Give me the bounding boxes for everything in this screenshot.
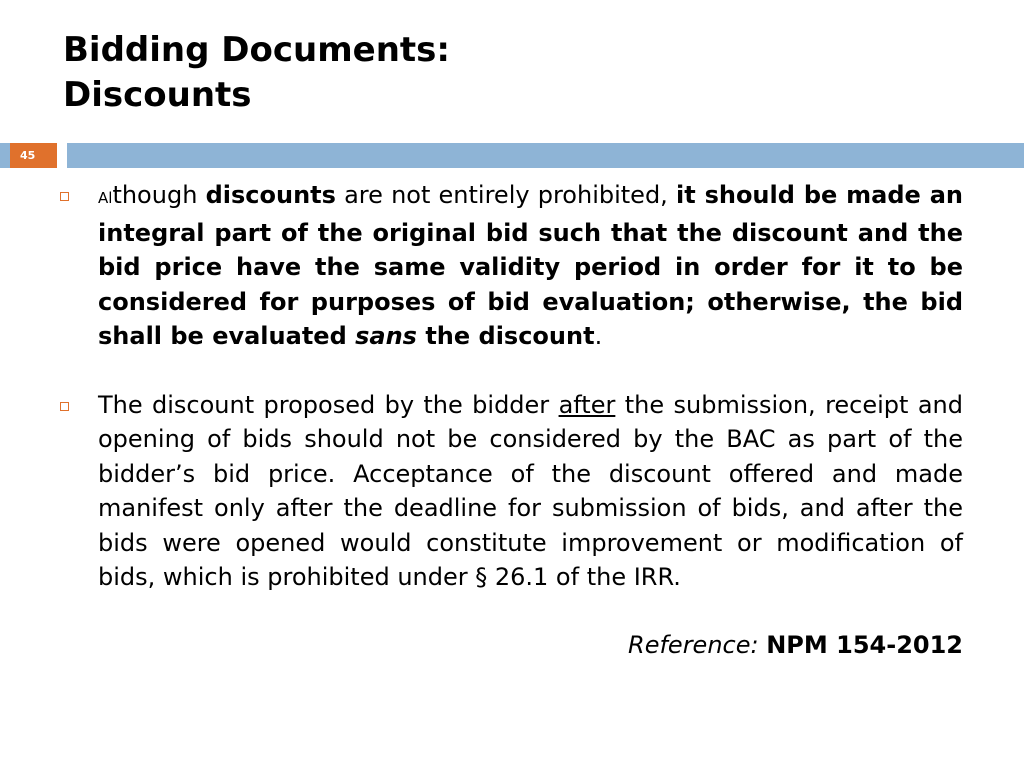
slide-title: [63, 28, 450, 118]
slide-body: [60, 178, 963, 662]
hollow-square-bullet-icon: [60, 192, 69, 201]
title-line-2: Discounts: [63, 75, 252, 115]
bullet-text-bold: discounts: [205, 181, 336, 209]
bullet-text-underlined: after: [558, 390, 616, 419]
bullet-text: .: [594, 322, 603, 350]
bullet-text-bold-italic: sans: [355, 322, 417, 350]
bullet-text: The discount proposed by the bidder: [98, 390, 559, 419]
bullet-text: though: [112, 181, 206, 209]
hollow-square-bullet-icon: [60, 402, 69, 411]
bullet-text-bold: it should be made an integral part of the original bid such that the discount and the bid price have the same validity period in order for it to be considered for purposes of bid evaluation; otherwise, the bid shall be evaluated: [98, 181, 964, 350]
bullet-text-lead: Al: [98, 189, 113, 207]
slide-number-badge: [10, 143, 57, 168]
bullet-item-discount-validity: [60, 178, 963, 354]
bullet-text-bold: the discount: [416, 322, 595, 350]
reference-value: NPM 154-2012: [766, 630, 963, 659]
bullet-text: are not entirely prohibited,: [335, 181, 676, 209]
slide-number: 45: [20, 149, 36, 162]
bullet-item-late-discount: [60, 388, 963, 595]
header-rule-right: [67, 143, 1024, 168]
bullet-text: the submission, receipt and opening of bids should not be considered by the BAC as part of the bidder’s bid price. Acceptance of the discount offered and made manifest only after the deadline for submission of bids, and after the bids were opened would constitute improvement or modification of bids, which is prohibited under § 26.1 of the IRR.: [98, 390, 963, 591]
reference-line: [60, 628, 963, 662]
reference-label: Reference:: [628, 630, 759, 659]
title-line-1: Bidding Documents:: [63, 30, 450, 70]
